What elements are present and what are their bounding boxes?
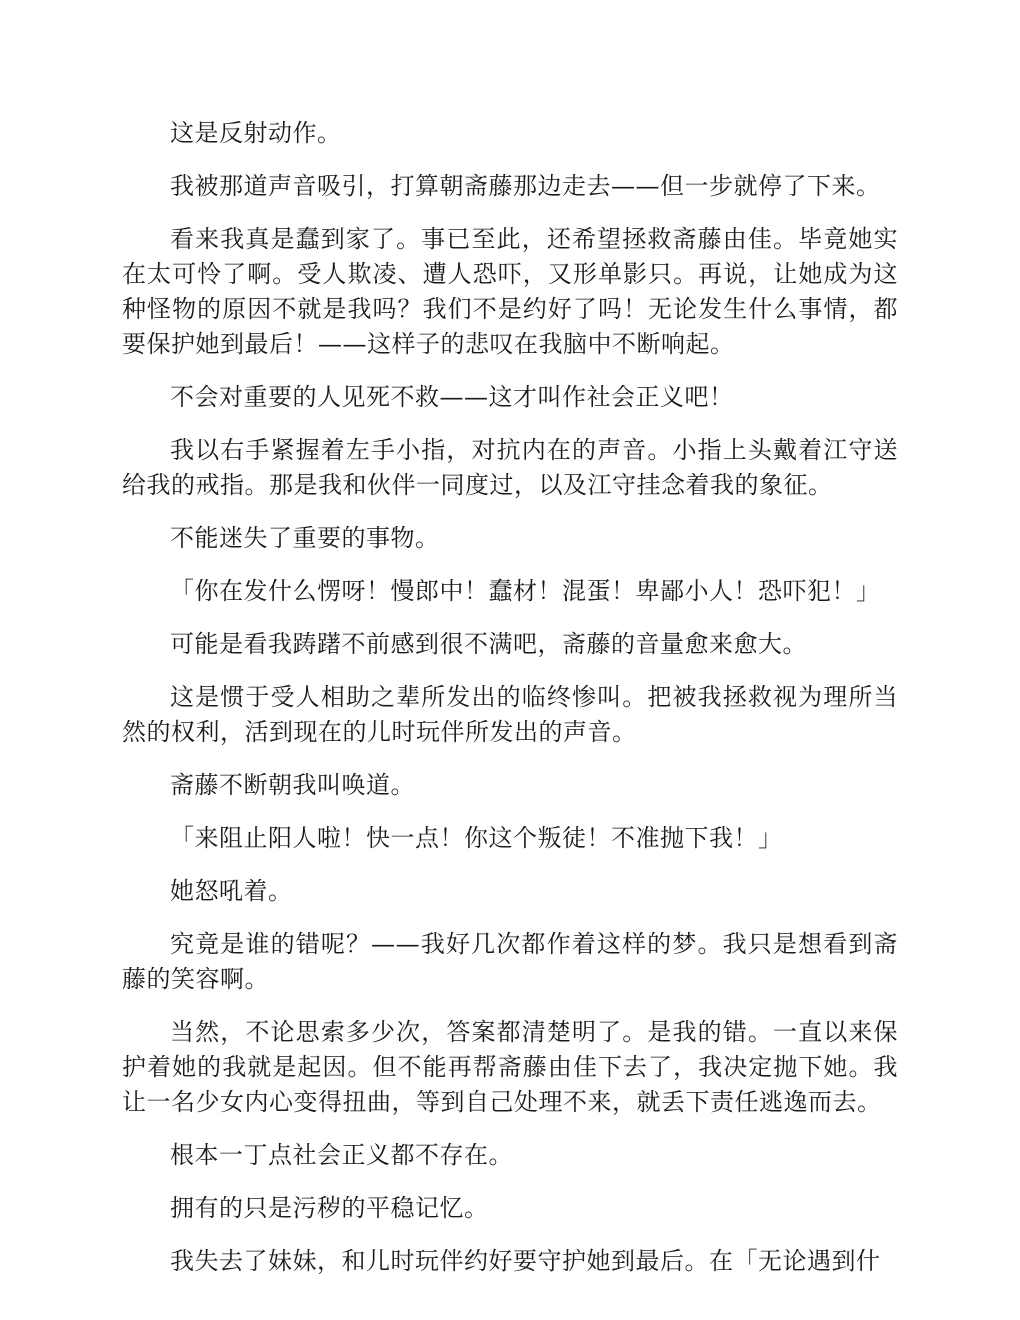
paragraph: 当然，不论思索多少次，答案都清楚明了。是我的错。一直以来保护着她的我就是起因。但不能再帮斋藤由佳下去了，我决定抛下她。我让一名少女内心变得扭曲，等到自己处理不来，就丢下责任逃逸而去。	[122, 1018, 898, 1116]
paragraph: 斋藤不断朝我叫唤道。	[170, 771, 415, 799]
paragraph: 这是惯于受人相助之辈所发出的临终惨叫。把被我拯救视为理所当然的权利，活到现在的儿时玩伴所发出的声音。	[122, 683, 898, 746]
paragraph: 拥有的只是污秽的平稳记忆。	[170, 1194, 489, 1222]
paragraph: 这是反射动作。	[170, 119, 342, 147]
paragraph: 不会对重要的人见死不救——这才叫作社会正义吧！	[170, 383, 734, 411]
paragraph: 「你在发什么愣呀！慢郎中！蠢材！混蛋！卑鄙小人！恐吓犯！」	[170, 577, 881, 605]
paragraph: 根本一丁点社会正义都不存在。	[170, 1141, 513, 1169]
paragraph: 「来阻止阳人啦！快一点！你这个叛徒！不准抛下我！」	[170, 824, 783, 852]
paragraph: 她怒吼着。	[170, 877, 293, 905]
paragraph: 我失去了妹妹，和儿时玩伴约好要守护她到最后。在「无论遇到什	[170, 1247, 881, 1275]
paragraph: 我以右手紧握着左手小指，对抗内在的声音。小指上头戴着江守送给我的戒指。那是我和伙伴一同度过，以及江守挂念着我的象征。	[122, 436, 898, 499]
paragraph: 究竟是谁的错呢？——我好几次都作着这样的梦。我只是想看到斋藤的笑容啊。	[122, 930, 898, 993]
paragraph: 可能是看我踌躇不前感到很不满吧，斋藤的音量愈来愈大。	[170, 630, 807, 658]
paragraph: 看来我真是蠢到家了。事已至此，还希望拯救斋藤由佳。毕竟她实在太可怜了啊。受人欺凌、遭人恐吓，又形单影只。再说，让她成为这种怪物的原因不就是我吗？我们不是约好了吗！无论发生什么事情，都要保护她到最后！——这样子的悲叹在我脑中不断响起。	[122, 225, 898, 358]
paragraph: 不能迷失了重要的事物。	[170, 524, 440, 552]
paragraph: 我被那道声音吸引，打算朝斋藤那边走去——但一步就停了下来。	[170, 172, 881, 200]
document-page	[122, 116, 898, 1297]
